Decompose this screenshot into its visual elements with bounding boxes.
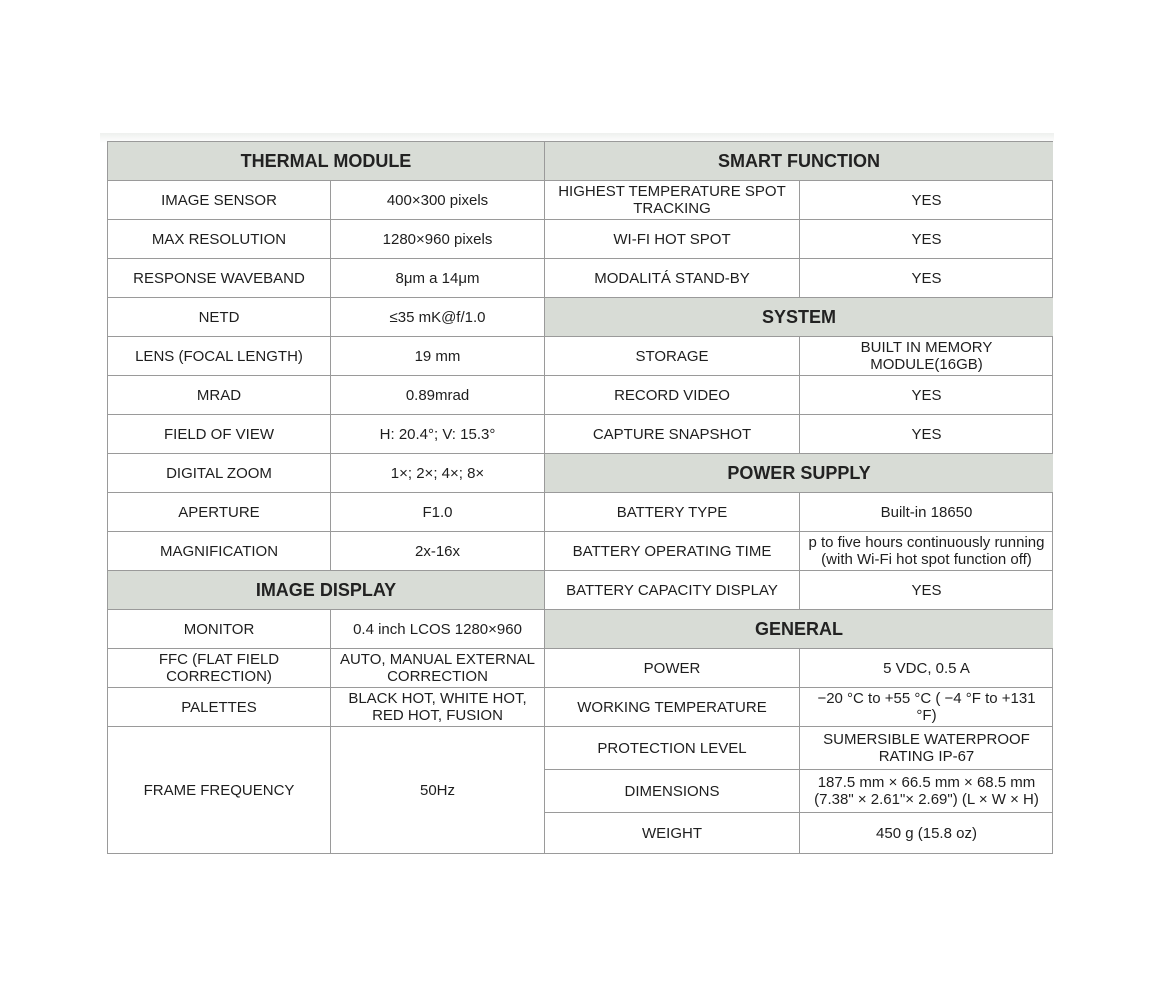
spec-value: BLACK HOT, WHITE HOT, RED HOT, FUSION (348, 690, 527, 724)
spec-label: PALETTES (108, 688, 331, 726)
section-header-image-display: IMAGE DISPLAY (108, 571, 544, 610)
section-header-thermal-module: THERMAL MODULE (108, 142, 544, 181)
spec-label: FFC (FLAT FIELD CORRECTION) (108, 649, 331, 687)
spec-label: POWER (545, 649, 800, 687)
table-row (108, 220, 544, 259)
table-row (545, 688, 1053, 727)
table-row (545, 493, 1053, 532)
spec-value: YES (911, 581, 942, 599)
spec-label: FRAME FREQUENCY (108, 727, 331, 853)
spec-label: MODALITÁ STAND-BY (545, 259, 800, 297)
spec-label: MAX RESOLUTION (108, 220, 331, 258)
spec-value: 8μm a 14μm (395, 269, 480, 287)
table-row (108, 337, 544, 376)
spec-label: NETD (108, 298, 331, 336)
table-row (545, 181, 1053, 220)
spec-label: MRAD (108, 376, 331, 414)
spec-value: 50Hz (419, 781, 456, 799)
spec-value: 2x-16x (414, 542, 461, 560)
right-column (544, 142, 1053, 853)
table-row (108, 610, 544, 649)
spec-label: MAGNIFICATION (108, 532, 331, 570)
spec-value: 450 g (15.8 oz) (876, 824, 977, 842)
section-header-system: SYSTEM (545, 298, 1053, 337)
spec-label: CAPTURE SNAPSHOT (545, 415, 800, 453)
table-row (545, 337, 1053, 376)
spec-value: 0.89mrad (405, 386, 470, 404)
spec-value: YES (911, 191, 942, 209)
spec-value: H: 20.4°; V: 15.3° (379, 425, 496, 443)
spec-label: RESPONSE WAVEBAND (108, 259, 331, 297)
spec-label: BATTERY CAPACITY DISPLAY (545, 571, 800, 609)
spec-value: BUILT IN MEMORY MODULE(16GB) (860, 339, 993, 373)
table-row (108, 493, 544, 532)
table-row (108, 376, 544, 415)
spec-value: ≤35 mK@f/1.0 (389, 308, 486, 326)
spec-label: HIGHEST TEMPERATURE SPOT TRACKING (545, 181, 800, 219)
table-row (108, 532, 544, 571)
spec-value: 19 mm (414, 347, 461, 365)
table-row (108, 415, 544, 454)
spec-value: 1280×960 pixels (382, 230, 493, 248)
table-row (545, 220, 1053, 259)
spec-label: BATTERY TYPE (545, 493, 800, 531)
spec-label: IMAGE SENSOR (108, 181, 331, 219)
table-row (108, 688, 544, 727)
table-row (108, 454, 544, 493)
spec-label: PROTECTION LEVEL (545, 727, 800, 769)
table-row (545, 770, 1053, 813)
spec-value: SUMERSIBLE WATERPROOF RATING IP-67 (823, 731, 1030, 765)
table-row (108, 727, 544, 853)
spec-label: MONITOR (108, 610, 331, 648)
spec-label: APERTURE (108, 493, 331, 531)
spec-value: 1×; 2×; 4×; 8× (390, 464, 485, 482)
spec-value: YES (911, 230, 942, 248)
spec-value: YES (911, 386, 942, 404)
table-row (108, 649, 544, 688)
spec-label: RECORD VIDEO (545, 376, 800, 414)
table-row (545, 415, 1053, 454)
spec-value: 0.4 inch LCOS 1280×960 (353, 620, 522, 638)
spec-label: FIELD OF VIEW (108, 415, 331, 453)
spec-value: p to five hours continuously running (with Wi-Fi hot spot function off) (808, 534, 1045, 568)
spec-value: 187.5 mm × 66.5 mm × 68.5 mm (7.38" × 2.61"× 2.69") (L × W × H) (814, 774, 1039, 808)
spec-value: 400×300 pixels (386, 191, 489, 209)
table-row (108, 181, 544, 220)
table-row (545, 727, 1053, 770)
spec-label: WI-FI HOT SPOT (545, 220, 800, 258)
spec-value: AUTO, MANUAL EXTERNAL CORRECTION (339, 651, 536, 685)
spec-value: YES (911, 269, 942, 287)
spec-value: 5 VDC, 0.5 A (883, 659, 970, 677)
spec-label: WEIGHT (545, 813, 800, 853)
table-row (108, 298, 544, 337)
table-row (545, 259, 1053, 298)
spec-value: Built-in 18650 (880, 503, 973, 521)
table-row (545, 571, 1053, 610)
spec-value: F1.0 (422, 503, 453, 521)
spec-label: STORAGE (545, 337, 800, 375)
section-header-general: GENERAL (545, 610, 1053, 649)
spec-label: BATTERY OPERATING TIME (545, 532, 800, 570)
spec-label: WORKING TEMPERATURE (545, 688, 800, 726)
spec-label: LENS (FOCAL LENGTH) (108, 337, 331, 375)
spec-value: YES (911, 425, 942, 443)
spec-value: −20 °C to +55 °C ( −4 °F to +131 °F) (817, 690, 1036, 724)
section-header-smart-function: SMART FUNCTION (545, 142, 1053, 181)
spec-table (107, 141, 1053, 854)
table-row (545, 813, 1053, 853)
spec-label: DIGITAL ZOOM (108, 454, 331, 492)
left-column (108, 142, 544, 853)
section-header-power-supply: POWER SUPPLY (545, 454, 1053, 493)
table-row (545, 376, 1053, 415)
spec-label: DIMENSIONS (545, 770, 800, 812)
table-row (545, 532, 1053, 571)
table-row (545, 649, 1053, 688)
table-row (108, 259, 544, 298)
